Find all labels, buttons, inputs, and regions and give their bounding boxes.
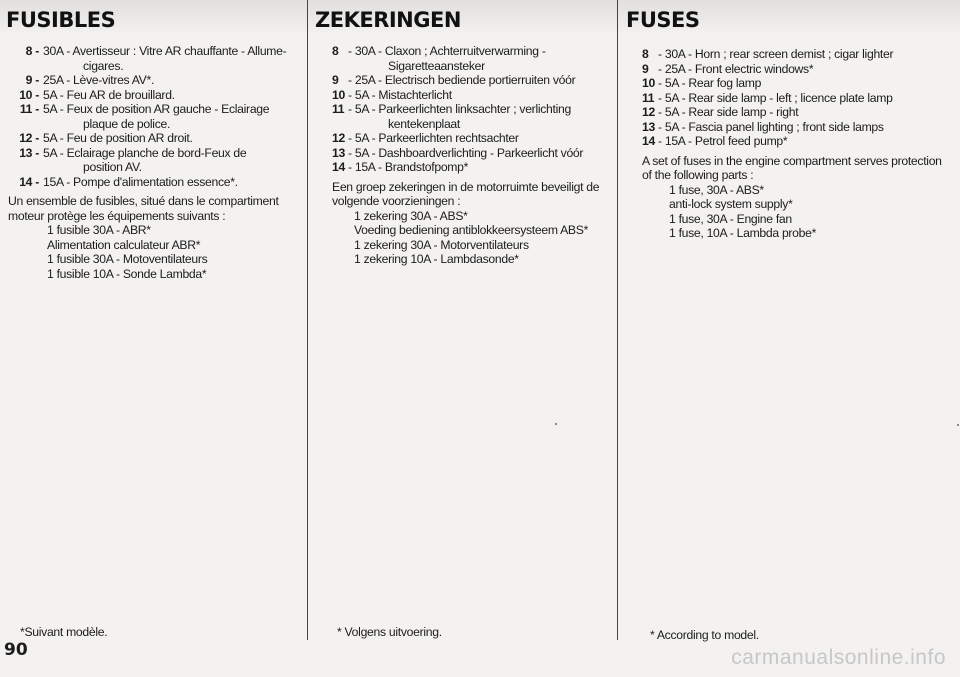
fuse-list [8,44,300,189]
fuse-entry [642,120,952,135]
fuse-description-line: - 30A - Horn ; rear screen demist ; cigar lighter [658,47,894,61]
fuse-entry [8,102,300,131]
fuse-description-line: - 5A - Mistachterlicht [348,87,452,102]
fuse-description [348,88,614,103]
print-speck [555,423,557,425]
print-speck [957,424,959,426]
fuse-entry [332,73,614,88]
fuse-description [348,73,614,88]
fuse-description [658,47,952,62]
fuse-entry [642,134,952,149]
fuse-entry [332,146,614,161]
protected-item: 1 fusible 10A - Sonde Lambda* [47,266,207,281]
fuse-entry [8,73,300,88]
fuse-entry [332,160,614,175]
engine-fuses-paragraph: Un ensemble de fusibles, situé dans le compartiment moteur protège les équipements suivants : [8,194,279,223]
fuse-number: 10 - [19,87,39,102]
fuse-entry [642,62,952,77]
page-number: 90 [4,640,28,660]
fuse-entry [8,175,300,190]
fuse-entry [332,102,614,131]
fuse-number: 13 [332,145,345,160]
fuse-description [658,91,952,106]
engine-fuses-list [332,209,614,267]
fuse-description-continuation: cigares. [83,58,124,73]
protected-item: 1 zekering 30A - ABS* [354,208,468,223]
fuse-description-line: 5A - Feux de position AR gauche - Eclairage [43,102,270,116]
fuse-entry [642,91,952,106]
fuse-number: 10 [332,87,345,102]
section-heading: FUSES [626,8,700,32]
fuse-number: 11 - [19,102,39,116]
fuse-entry [642,47,952,62]
fuse-description-continuation: plaque de police. [83,116,171,131]
protected-item: 1 fuse, 30A - ABS* [669,182,764,197]
footnote: *Suivant modèle. [20,625,108,639]
fuse-description [348,44,614,73]
fuse-description-continuation: position AV. [83,160,142,174]
fuse-description [658,76,952,91]
fuse-description-line: 5A - Feu AR de brouillard. [43,87,175,102]
fuse-description-line: - 5A - Fascia panel lighting ; front side lamps [658,119,884,134]
fuse-number: 8 [642,47,649,61]
fuse-description-line: - 15A - Brandstofpomp* [348,160,469,174]
engine-fuses-paragraph: A set of fuses in the engine compartment serves protection of the following parts : [642,153,942,182]
fuse-entry [8,146,300,175]
fuse-description-line: - 15A - Petrol feed pump* [658,134,788,148]
fuse-number: 12 [332,131,345,145]
fuse-number: 8 - [25,44,39,58]
protected-item: 1 fusible 30A - ABR* [47,223,151,237]
fuse-description-line: 30A - Avertisseur : Vitre AR chauffante - Allume- [43,44,287,58]
section-heading: ZEKERINGEN [315,8,461,32]
fuse-description-line: 5A - Eclairage planche de bord-Feux de [43,145,247,160]
column-dutch [307,0,616,640]
fuse-description [43,146,300,175]
fuse-description [348,131,614,146]
protected-item: 1 zekering 10A - Lambdasonde* [354,252,519,266]
fuse-description-line: - 5A - Dashboardverlichting - Parkeerlicht vóór [348,145,584,160]
protected-item: 1 zekering 30A - Motorventilateurs [354,237,529,252]
fuse-description [43,175,300,190]
fuse-list [332,44,614,175]
protected-item: 1 fuse, 10A - Lambda probe* [669,226,817,240]
fuse-number: 9 [642,61,649,76]
fuse-number: 11 [332,102,345,116]
fuse-description-line: - 5A - Rear side lamp - right [658,105,799,119]
fuse-number: 8 [332,44,339,58]
fuse-description-continuation: kentekenplaat [388,116,460,131]
fuse-description [348,146,614,161]
fuse-description [658,105,952,120]
fuse-description [43,88,300,103]
protected-item: 1 fusible 30A - Motoventilateurs [47,252,208,266]
fuse-number: 11 [642,90,655,105]
engine-fuses-list [642,183,952,241]
fuse-description-continuation: Sigaretteaansteker [388,58,485,73]
fuse-number: 12 [642,105,655,119]
protected-item: anti-lock system supply* [669,197,793,211]
fuse-entry [8,88,300,103]
fuse-description-line: 15A - Pompe d'alimentation essence*. [43,174,238,189]
fuse-entry [332,131,614,146]
fuse-description [658,62,952,77]
fuse-number: 14 [332,160,345,174]
fuse-description [348,102,614,131]
fuse-description-line: - 5A - Parkeerlichten linksachter ; verlichting [348,102,571,116]
fuse-description [43,102,300,131]
fuse-number: 9 [332,73,339,87]
fuse-description-line: - 25A - Electrisch bediende portierruiten vóór [348,73,576,87]
fuse-description-line: - 30A - Claxon ; Achterruitverwarming - [348,44,546,58]
fuse-entry [8,44,300,73]
fuse-number: 14 - [19,174,39,189]
column-body [642,47,952,241]
fuse-description-line: - 5A - Rear side lamp - left ; licence plate lamp [658,90,893,105]
fuse-number: 12 - [19,131,39,145]
fuse-number: 14 [642,134,655,148]
fuse-number: 13 [642,119,655,134]
protected-item: Alimentation calculateur ABR* [47,237,201,252]
fuse-entry [332,88,614,103]
fuse-entry [332,44,614,73]
protected-item: 1 fuse, 30A - Engine fan [669,211,792,226]
fuse-description-line: - 5A - Rear fog lamp [658,76,762,90]
fuse-entry [8,131,300,146]
fuse-description-line: - 25A - Front electric windows* [658,61,814,76]
column-body [332,44,614,267]
fuse-entry [642,76,952,91]
fuse-description-line: - 5A - Parkeerlichten rechtsachter [348,131,519,145]
fuse-description-line: 25A - Lève-vitres AV*. [43,73,155,87]
fuse-number: 13 - [19,145,39,160]
fuse-description [658,120,952,135]
fuse-description [348,160,614,175]
engine-fuses-list [8,223,300,281]
fuse-description [43,131,300,146]
fuse-description-line: 5A - Feu de position AR droit. [43,131,193,145]
engine-fuses-paragraph: Een groep zekeringen in de motorruimte beveiligt de volgende voorzieningen : [332,179,600,208]
footnote: * According to model. [650,628,759,642]
fuse-entry [642,105,952,120]
fuse-list [642,47,952,149]
protected-item: Voeding bediening antiblokkeersysteem ABS* [354,223,589,237]
column-body [8,44,300,281]
fuse-description [658,134,952,149]
fuse-number: 10 [642,76,655,90]
column-english [617,0,960,640]
fuse-description [43,44,300,73]
fuse-number: 9 - [25,73,39,87]
footnote: * Volgens uitvoering. [337,625,442,639]
fuse-description [43,73,300,88]
section-heading: FUSIBLES [6,8,116,32]
column-french [0,0,306,640]
watermark-text: carmanualsonline.info [731,646,946,669]
